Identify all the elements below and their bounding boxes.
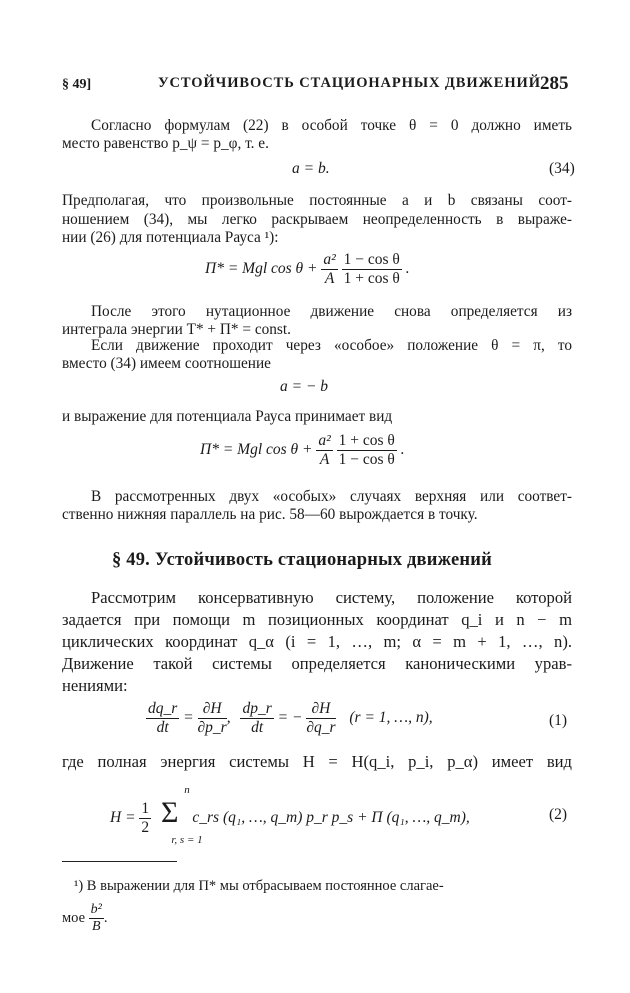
fraction-numerator: 1 [141, 800, 150, 818]
fraction-denominator: dt [156, 718, 169, 736]
p6-line2: ственно нижняя параллель на рис. 58—60 вырождается в точку. [62, 506, 478, 523]
routh-potential-formula-1 [205, 251, 410, 288]
fraction-denominator: B [91, 919, 101, 935]
fraction-denominator: A [324, 269, 335, 287]
footnote-line1: ¹) В выражении для Π* мы отбрасываем постоянное слагае- [74, 878, 444, 894]
header-page-number: 285 [540, 73, 569, 94]
hamiltonian-equation [110, 798, 470, 837]
formula-2-fraction-cos [337, 432, 397, 469]
fraction-denominator: A [319, 450, 330, 468]
header-running-title: УСТОЙЧИВОСТЬ СТАЦИОНАРНЫХ ДВИЖЕНИЙ [158, 75, 541, 91]
footnote-rule [62, 861, 177, 862]
formula-2-lhs: Π* = Mgl cos θ + [200, 440, 313, 458]
equals-sign: = [183, 708, 194, 726]
p1-line1: Согласно формулам (22) в особой точке θ = 0 должно иметь [91, 117, 572, 134]
fraction-dH-dpr [198, 700, 227, 737]
equation-34-number: (34) [549, 160, 575, 177]
footnote-fraction-b2-over-B [89, 902, 104, 935]
p1-line2: место равенство p_ψ = p_φ, т. е. [62, 135, 269, 152]
fraction-numerator: dq_r [148, 700, 178, 717]
fraction-dpr-dt [240, 700, 273, 737]
fraction-numerator: ∂H [198, 700, 227, 719]
fraction-denominator: ∂p_r [197, 718, 227, 736]
fraction-numerator: a² [318, 432, 331, 449]
section-p2-line: где полная энергия системы H = H(q_i, p_i, p_α) имеет вид [62, 752, 572, 771]
hamiltonian-body: c_rs (q₁, …, q_m) p_r p_s + Π (q₁, …, q_m), [192, 809, 470, 826]
equation-2-number: (2) [549, 806, 568, 823]
header-section-ref: § 49] [62, 77, 92, 92]
fraction-denominator: 1 − cos θ [338, 450, 395, 468]
footnote-prefix: мое [62, 909, 86, 926]
formula-2-period: . [400, 440, 405, 458]
equals-minus-sign: = − [277, 708, 303, 726]
fraction-numerator: a² [323, 251, 336, 268]
p4-line2: вместо (34) имеем соотношение [62, 355, 271, 372]
index-range: (r = 1, …, n), [349, 708, 433, 726]
p3-line2: интеграла энергии T* + Π* = const. [62, 321, 291, 338]
formula-1-fraction-cos [342, 251, 402, 288]
p2-line1: Предполагая, что произвольные постоянные a и b связаны соот- [62, 192, 572, 209]
canonical-equations [146, 700, 433, 737]
fraction-dH-dqr [306, 700, 335, 737]
fraction-numerator: ∂H [306, 700, 335, 719]
formula-1-lhs: Π* = Mgl cos θ + [205, 259, 318, 277]
summation-sign: Σ [161, 796, 179, 829]
p2-line3: нии (26) для потенциала Рауса ¹): [62, 229, 279, 246]
formula-2-fraction-a2-over-A [316, 432, 332, 469]
fraction-denominator: ∂q_r [306, 718, 336, 736]
p2-line2: ношением (34), мы легко раскрываем неопределенность в выраже- [62, 211, 572, 228]
section-p1-line3: циклических координат q_α (i = 1, …, m; α = m + 1, …, n). [62, 632, 572, 651]
routh-potential-formula-2 [200, 432, 405, 469]
fraction-one-half [139, 800, 151, 837]
fraction-numerator: dp_r [242, 700, 272, 717]
section-p1-line1: Рассмотрим консервативную систему, положение которой [91, 588, 572, 607]
sum-upper-limit: n [184, 784, 190, 796]
section-p1-line4: Движение такой системы определяется каноническими урав- [62, 654, 572, 673]
formula-1-fraction-a2-over-A [321, 251, 337, 288]
footnote-line2 [62, 902, 108, 935]
comma: , [226, 708, 231, 726]
fraction-numerator: 1 + cos θ [338, 432, 395, 449]
fraction-numerator: b² [89, 902, 104, 919]
sum-lower-limit: r, s = 1 [171, 834, 203, 846]
fraction-numerator: 1 − cos θ [343, 251, 400, 268]
fraction-denominator: 1 + cos θ [343, 269, 400, 287]
footnote-period: . [103, 909, 108, 926]
p4-line1: Если движение проходит через «особое» положение θ = π, то [91, 337, 572, 354]
section-title: § 49. Устойчивость стационарных движений [112, 550, 492, 570]
equation-a-minus-b: a = − b [280, 378, 329, 395]
fraction-dqr-dt [146, 700, 179, 737]
section-p1-line5: нениями: [62, 676, 128, 695]
p6-line1: В рассмотренных двух «особых» случаях верхняя или соответ- [91, 488, 572, 505]
fraction-denominator: 2 [141, 818, 150, 836]
equation-34: a = b. [292, 160, 330, 177]
p3-line1: После этого нутационное движение снова определяется из [91, 303, 572, 320]
equation-1-number: (1) [549, 712, 568, 729]
p5-line1: и выражение для потенциала Рауса принимает вид [62, 408, 393, 425]
formula-1-period: . [405, 259, 410, 277]
section-p1-line2: задается при помощи m позиционных координат q_i и n − m [62, 610, 572, 629]
hamiltonian-lhs: H = [110, 809, 136, 826]
fraction-denominator: dt [251, 718, 264, 736]
